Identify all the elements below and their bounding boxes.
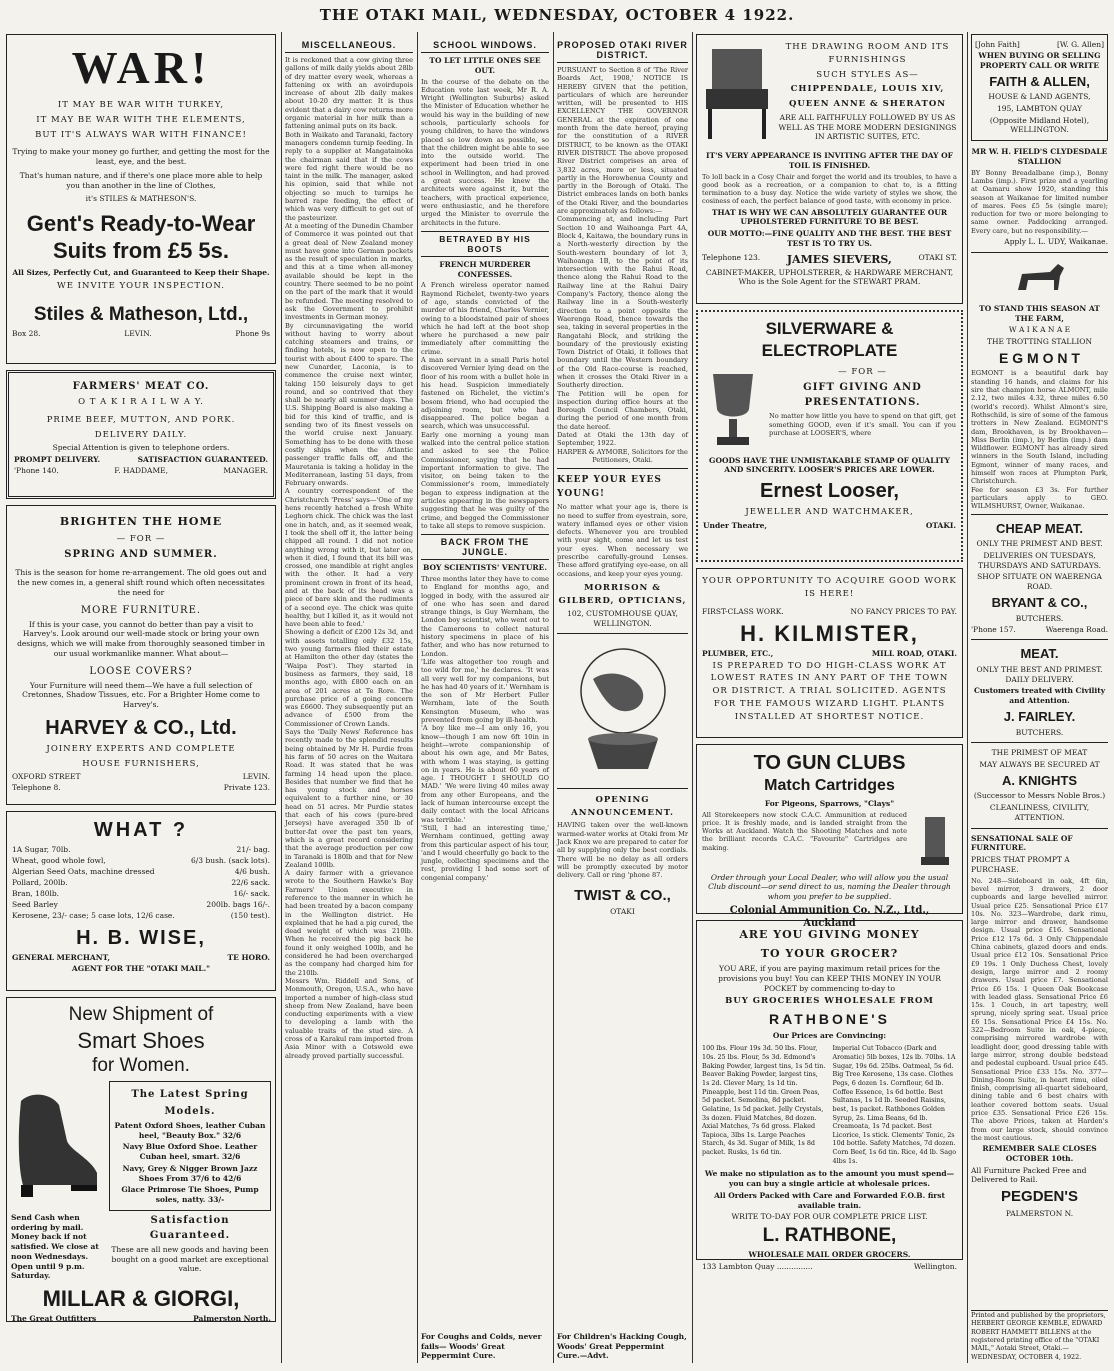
firm-name: FAITH & ALLEN,	[989, 73, 1090, 89]
telephone: Telephone 8.	[12, 783, 61, 793]
horse-name: E G M O N T	[999, 349, 1080, 366]
ad-line: OUR MOTTO:—FINE QUALITY AND THE BEST. THE BEST TEST IS TO TRY US.	[707, 229, 952, 248]
ad-line: BUTCHERS.	[1015, 727, 1064, 737]
ad-line: Special Attention is given to telephone orders.	[52, 443, 230, 453]
section-subtitle: BOY SCIENTISTS' VENTURE.	[423, 563, 547, 573]
war-line: BUT IT'S ALWAYS WAR WITH FINANCE!	[35, 129, 247, 140]
private-phone: Private 123.	[223, 783, 270, 793]
ad-row	[971, 625, 1108, 634]
pegden-ad	[971, 829, 1108, 1224]
cartridge-icon	[913, 811, 957, 871]
phone: Phone 9s	[235, 328, 270, 338]
ad-row	[702, 1262, 957, 1271]
firm-name: RATHBONE'S	[769, 1011, 890, 1027]
ad-title: SENSATIONAL SALE OF FURNITURE.	[971, 833, 1073, 853]
section-title: BACK FROM THE JUNGLE.	[421, 534, 549, 560]
column-6	[971, 34, 1108, 1363]
ad-body: No matter how little you have to spend on that gift, get something GOOD, even if it's small. You can if you purchase at LOOSER'S, where	[769, 412, 956, 438]
shoes-footer	[11, 1211, 271, 1283]
price-list	[12, 845, 270, 920]
article-paragraph: A dairy farmer with a grievance wrote to the Southern Hawke's Bay Farmers' Union executive in reference to the manner in which he had been treated by a bacon company in the Wellington district. He explained that he had a pig cured, the dead weight of which was 210lb. When he received the pig back he found it only weighed 100lb, and he considered he had been overcharged as the company had charged him for the 210lb.	[285, 869, 413, 977]
ad-line: GOODS HAVE THE UNMISTAKABLE STAMP OF QUALITY AND SINCERITY. LOOSER'S PRICES ARE LOWER.	[709, 455, 950, 475]
price-columns	[702, 1042, 957, 1167]
shoe-item: Navy, Grey & Nigger Brown Jazz Shoes From 37/6 to 42/6	[122, 1163, 258, 1183]
ad-line: Customers treated with Civility and Attention.	[973, 686, 1106, 706]
price-value: 16/- sack.	[233, 889, 270, 898]
ad-line: THE TROTTING STALLION	[986, 337, 1093, 347]
telephone: Telephone 123.	[702, 252, 761, 262]
ad-row	[14, 455, 268, 464]
address: MILL ROAD, OTAKI.	[871, 648, 957, 658]
section-subtitle: TO LET LITTLE ONES SEE OUT.	[429, 56, 541, 75]
town: LEVIN.	[242, 772, 270, 782]
ad-heading: MORE FURNITURE.	[80, 604, 202, 616]
ad-row	[12, 783, 270, 792]
notice-dated: Dated at Otaki the 13th day of September, 1922.	[557, 431, 688, 448]
ad-line: We make no stipulation as to the amount you must spend—you can buy a single article at wholesale prices.	[704, 1169, 955, 1189]
firm-name: Stiles & Matheson, Ltd.,	[33, 303, 249, 325]
address: Waerenga Road.	[1045, 625, 1108, 635]
article-paragraph: In the course of the debate on the Education vote last week, Mr R. A. Wright (Wellington Suburbs) asked the Minister of Education whether he would his way in the building of new schools, particularly schools for young children, to have the windows placed so low down as possible, so that the children might be able to see into the outside world. The experiment had been tried in one school in Wellington, and had proved a great success. He knew the architects were against it, but the teachers, with practical experience, were enthusiastic, and he therefore urged the Minister to overrule the architects in the future.	[421, 77, 549, 227]
firm-address: 102, CUSTOMHOUSE QUAY, WELLINGTON.	[567, 609, 678, 629]
partner-name: [W. G. Allen]	[1057, 40, 1104, 49]
price-value: (150 test).	[230, 911, 270, 920]
ad-line: HOUSE & LAND AGENTS,	[988, 92, 1091, 102]
ad-line: THAT IS WHY WE CAN ABSOLUTELY GUARANTEE OUR UPHOLSTERED FURNITURE TO BE BEST.	[711, 207, 948, 227]
rathbone-ad	[696, 920, 963, 1271]
article-paragraph: Showing a deficit of £200 12s 3d, and with assets totalling only £32 15s, two young farmers filed their estate at Hamilton the other day (states the 'Waipa Post'). They started in business as farmers, they said, 18 months ago, with £800 each on an area of 201 acres at Te Rore. The purchase price of a going concern was £6600. They subsequently put an advance of £500 from the Commissioner of Crown Lands.	[285, 628, 413, 728]
ad-line: ONLY THE BEST AND PRIMEST. DAILY DELIVERY.	[976, 664, 1103, 684]
send-cash: Send Cash when ordering by mail. Money back if not satisfied. We close at noon Wednesdays. Open until 9 p.m. Saturday.	[11, 1212, 99, 1281]
price-row	[12, 889, 270, 898]
sievers-ad	[696, 34, 963, 304]
ad-title: FARMERS' MEAT CO.	[72, 381, 210, 392]
firm-name: PEGDEN'S	[1001, 1188, 1078, 1206]
town: TE HORO.	[227, 953, 270, 962]
article-paragraph: Three months later they have to come to England for months ago, and logged in body, with the assured air of one who has seen and dared strange things, is Guy Wernham, the London boy scientist, who went out to the Cameroons to collect natural history specimens in place of his father, and who has now returned to London.	[421, 575, 549, 658]
firm-name: L. RATHBONE,	[762, 1225, 897, 1247]
ad-line: MAY ALWAYS BE SECURED AT	[979, 760, 1100, 770]
agent-note: AGENT FOR THE "OTAKI MAIL."	[71, 964, 211, 973]
footer-note: For Coughs and Colds, never fails— Woods' Great Peppermint Cure.	[421, 1331, 542, 1361]
looser-body	[703, 364, 956, 454]
article-paragraph: Early one morning a young man walked into the central police station and asked to see the Police Commissioner, saying that he had important information to give. The visitor, on being taken to the Commissioner's room, immediately began to express indignation at the articles appearing in the newspapers suggesting that he was guilty of the crime, and begged the Commissioner to take all steps to remove suspicion.	[421, 430, 549, 530]
price-row	[12, 878, 270, 887]
ad-title: TO GUN CLUBS	[753, 752, 906, 774]
no-fancy: NO FANCY PRICES TO PAY.	[850, 606, 957, 616]
suits-headline: Gent's Ready-to-Wear	[26, 211, 256, 236]
firm-name: Ernest Looser,	[760, 480, 899, 503]
column-rule	[417, 32, 418, 1363]
ad-line: PRIME BEEF, MUTTON, AND PORK.	[46, 414, 236, 425]
ad-body: HAVING taken over the well-known warmed-water works at Otaki from Mr Jack Knox we are prepared to cater for all by supplying only the best cordials. There will be no delay as all orders will be promptly executed by motor delivery. Call or ring 'phone 87.	[557, 821, 688, 880]
ad-line: Apply L. L. UDY, Waikanae.	[1004, 237, 1108, 247]
bryant-ad	[971, 515, 1108, 641]
ad-line: All Orders Packed with Care and Forwarded F.O.B. first available train.	[714, 1190, 945, 1210]
article-paragraph: By circumnavigating the world without having to worry about catching steamers and trains, or finding hotels, is now open to the tourist with about £400 to spare. The new Cunarder, Laconia, is to commence the cruise next winter, taking 150 leisurely days to get round, and so contrived that they shall be nearly all summer days. The U.S. Shipping Board is also making a bid for this kind of traffic, and is sending two of its finest vessels on the world cruise next January. Something has to be done with these costly ships when the Atlantic passenger traffic falls off, and the Mauretania is taking a holiday in the Mediterranean, lasting 51 days, from February onwards.	[285, 321, 413, 488]
ad-body: All Storekeepers now stock C.A.C. Ammunition at reduced price. It is freshly made, and is landed straight from the Works at Auckland. Watch the Shooting Matches and note the brilliant records C.A.C. "Favourite" Cartridges are making.	[702, 810, 907, 852]
ad-title: ARE YOU GIVING MONEY	[739, 928, 920, 941]
notice-paragraph: PURSUANT to Section 8 of 'The River Boards Act, 1908,' NOTICE IS HEREBY GIVEN that the petition, particulars of which are hereunder written, will be presented to HIS EXCELLENCY THE GOVERNOR GENERAL at the expiration of one month from the date hereof, praying for the constitution of a RIVER DISTRICT, to be known as the OTAKI RIVER DISTRICT. The above proposed River District comprises an area of 3,832 acres, more or less, situated partly in the Horowhenua County and partly in the Borough of Otaki. The District embraces lands on both banks of the Otaki River, and the boundaries are approximately as follows:—	[557, 66, 688, 216]
ad-line: ARE ALL FAITHFULLY FOLLOWED BY US AS WELL AS THE MORE MODERN DESIGNINGS IN ARTISTIC SUITES, ETC.	[778, 112, 957, 142]
ad-body: No. 248—Sideboard in oak, 4ft 6in, bevel mirror, 3 drawers, 2 door cupboards and large bevelled mirror. Usual price £25. Sensational Price £17 10s. No. 323—Wardrobe, dark rimu, large mirror and drawer, handsome design. Usual price £16. Sensational Price £12 17s 6d. 3 Only Chippendale China cabinets, glazed doors and ends. Usual price £12 10s. Sensational Price £9 19s. 1 Only Duchess Chest, lovely design, large mirror and 2 roomy drawers. Usual price £7. Sensational Price £6 15s. 1 Queen Oak Bookcase with leaded glass. Sensational Price £6 15s. 1 Couch, in art tapestry, well sprung, nicely spring seat. Usual price £6 15s. Sensational Price £4 15s. No. 322—Bedroom Suite in oak, 4-piece, comprising mirrored wardrobe with leadlight door, good dressing table with large mirror, strong double bedstead and pedestal cupboard. Usual price £45. Sensational Price £33 15s. No. 377—Dining-Room Suite, in heart rimu, oiled finish, comprising all-quartet sideboard, dining table and 6 best chairs with leather covered bottom seats. Usual price £35. Sensational Price £26 15s. The above Prices, taken at Harden's from our large stock, should convince the most cautious.	[971, 876, 1108, 1142]
war-body: That's human nature, and if there's one place more able to help you than another in the line of Clothes,	[19, 170, 263, 190]
faith-allen-ad	[971, 34, 1108, 141]
price-row	[12, 867, 270, 876]
price-item: Wheat, good whole fowl,	[12, 856, 106, 865]
models-title: Models.	[164, 1105, 216, 1117]
armchair-icon	[702, 39, 772, 149]
war-body: it's STILES & MATHESON'S.	[85, 194, 197, 204]
town: PALMERSTON N.	[1005, 1208, 1074, 1218]
price-item: Pollard, 200lb.	[12, 878, 68, 887]
firm-name: Colonial Ammunition Co. N.Z., Ltd., Auckland	[729, 904, 930, 929]
ad-line: Our Prices are Convincing:	[772, 1030, 887, 1040]
clydesdale-ad	[971, 147, 1108, 253]
price-value: 22/6 sack.	[231, 878, 270, 887]
ad-row	[702, 253, 957, 266]
optician-ad	[557, 468, 688, 629]
price-item: Seed Barley	[12, 900, 58, 909]
ad-body: No matter what your age is, there is no need to suffer from eyestrain, sore, watery inflamed eyes or other vision defects. Whenever you are troubled with your sight, come and let us test your eyes. When necessary we prescribe carefully-ground Lenses. These afford gratifying eye-ease, on all occasions, and keep your eyes young.	[557, 503, 688, 578]
manager: MANAGER.	[223, 466, 268, 475]
ad-line: JEWELLER AND WATCHMAKER,	[745, 507, 914, 518]
sievers-text	[778, 39, 957, 144]
street: OXFORD STREET	[12, 772, 81, 782]
article-paragraph: At a meeting of the Dunedin Chamber of Commerce it was pointed out that a great deal of New Zealand money must have gone into German pockets as the result of speculation in marks, and this at a time when all-money available should be kept in the country. There seemed to be no point on the part of the mark that it would be refunded. The meeting resolved to ask the Government to prohibit investments in German money.	[285, 221, 413, 322]
price-row	[12, 845, 270, 854]
ad-title: ELECTROPLATE	[761, 340, 898, 360]
price-value: 6/3 bush. (sack lots).	[191, 856, 270, 865]
price-row	[12, 911, 270, 920]
ad-line: Order through your Local Dealer, who will allow you the usual Club discount—or send direct to us, naming the Dealer through whom you prefer to be supplied.	[708, 872, 951, 902]
ad-row	[11, 1314, 271, 1323]
ad-line: IT'S VERY APPEARANCE IS INVITING AFTER THE DAY OF TOIL IS FINISHED.	[706, 151, 953, 170]
ad-title: YOUR OPPORTUNITY TO ACQUIRE GOOD WORK IS HERE!	[702, 576, 957, 599]
article-paragraph: A French wireless operator named Raymond Richelet, twenty-two years of age, stands convicted of the murder of his friend, Charles Vernier, owing to a bloodstained pair of shoes which he had left at the boot shop where he purchased a new pair immediately after committing the crime.	[421, 281, 549, 356]
column-3	[421, 34, 549, 1363]
price-list-right: Imperial Cut Tobacco (Dark and Aromatic) 5lb boxes, 12s lb. 70lbs. 1A Sugar, 19s 6d. 25lbs. Oatmeal, 5s 6d. Big Tree Kerosene, 13s case. Clothes Pegs, 6 dozen 1s. Cornflour, 6d lb. Coffee Essence, 1s 6d bottle. Best Sultanas, 1s 1d lb. Seeded Raisins, best, 1s packet. Rathbones Golden Syrup, 2s. Lima Beans, 6d lb. Creamoata, 1s 7d packet. Best Licorice, 1s stick. Clements' Tonic, 2s 10d bottle. Safety Matches, 7d dozen. Corn Beef, 1s 6d tin. Rice, 4d lb. Sago 4lbs 1s.	[832, 1044, 957, 1165]
war-title: WAR!	[71, 42, 211, 93]
ad-line: W A I K A N A E	[1008, 325, 1071, 335]
ad-title: SILVERWARE &	[765, 319, 894, 338]
gun-clubs-ad	[696, 744, 963, 929]
town: LEVIN.	[124, 328, 152, 338]
ad-row	[12, 772, 270, 781]
gun-body	[702, 811, 957, 871]
looser-text	[769, 364, 956, 438]
price-item: Bran, 180lb.	[12, 889, 60, 898]
ad-body: Fee for season £3 3s. For further particulars apply to GEO. WILMSHURST, Owner, Waikanae.	[971, 485, 1108, 511]
column-rule	[281, 32, 282, 1363]
section-title: PROPOSED OTAKI RIVER DISTRICT.	[557, 38, 688, 63]
article-paragraph: A man servant in a small Paris hotel discovered Vernier lying dead on the floor of his room with a bullet hole in his head. Suspicion immediately fastened on Richelet, the victim's bosom friend, who had occupied the adjoining room, but who had disappeared. The police began a search, which was unsuccessful.	[421, 356, 549, 431]
first-class: FIRST-CLASS WORK.	[702, 606, 784, 616]
section-title: SCHOOL WINDOWS.	[421, 38, 549, 53]
trade: PLUMBER, ETC.,	[702, 648, 774, 658]
ad-row	[14, 466, 268, 475]
satisfaction: Satisfaction Guaranteed.	[149, 1214, 231, 1241]
prompt-delivery: PROMPT DELIVERY.	[14, 455, 101, 464]
street: OTAKI ST.	[918, 252, 957, 262]
ad-title: WHAT ?	[93, 819, 189, 841]
masthead: THE OTAKI MAIL, WEDNESDAY, OCTOBER 4 1922.	[319, 6, 795, 24]
illustration-box	[557, 633, 688, 784]
ad-line: WHEN BUYING OR SELLING PROPERTY CALL OR WRITE	[978, 51, 1101, 70]
arrive-note: These are all new goods and having been bought on a good market are exceptional value.	[111, 1244, 269, 1274]
article-paragraph: A country correspondent of the Christchurch 'Press' says—'One of my hens recently hatched a fresh White Leghorn chick. The chick was the last one in hatch, and, as it seemed weak, I took the shell off it, the latter being chipped all round. I did not notice anything wrong with it, but later on, when it died, I found that its bill was crossed, one mandible at right angles with the other. It had a very prominent crown in front of its head, and at the back of its head was a piece of bare skin and the rudiments of a second eye. The chick was quite healthy, but I killed it, as it would not have been able to feed.'	[285, 487, 413, 629]
article-paragraph: Both in Waikato and Taranaki, factory managers condemn turnip feeding. In reply to a supplier at Mangatainoka the chairman said that if the cows were fed right there would be no taint in the milk. The manager, asked his opinion, said that while not objecting so much to turnips he barred rape feeding, the effect of which was very difficult to get out of the pasteurizer.	[285, 130, 413, 222]
location: Under Theatre,	[703, 520, 768, 530]
column-rule	[692, 32, 693, 1363]
what-ad	[6, 811, 276, 991]
ad-line: QUEEN ANNE & SHERATON	[788, 99, 947, 109]
ad-title: MEAT.	[1020, 646, 1059, 662]
ad-line: WRITE TO-DAY FOR OUR COMPLETE PRICE LIST.	[731, 1212, 928, 1222]
price-value: 200lb. bags 16/-.	[206, 900, 270, 909]
ad-line: DELIVERY DAILY.	[94, 429, 188, 440]
twist-ad	[557, 788, 688, 917]
ad-line: For Pigeons, Sparrows, "Clays"	[764, 798, 895, 808]
ad-row	[12, 953, 270, 962]
column-2	[285, 34, 413, 1363]
farmers-meat-ad	[6, 370, 276, 499]
price-row	[12, 900, 270, 909]
ad-line: BUY GROCERIES WHOLESALE FROM	[725, 996, 934, 1007]
satisfaction: SATISFACTION GUARANTEED.	[137, 455, 268, 464]
solicitors: HARPER & AYMORE, Solicitors for the Petitioners, Otaki.	[557, 447, 688, 464]
ad-line: GIFT GIVING AND PRESENTATIONS.	[803, 382, 922, 409]
ad-title: OPENING ANNOUNCEMENT.	[571, 794, 674, 818]
war-ad	[6, 34, 276, 364]
horse-icon	[1010, 260, 1070, 300]
ad-line: JOINERY EXPERTS AND COMPLETE	[46, 743, 236, 754]
ad-body: To loll back in a Cosy Chair and forget the world and its troubles, to have a good book as a recreation, or a companion to chat to, is a fitting termination to a busy day. Notice the wide variety of styles we show, the cosiness of each, the perfect balance of good taste, with economy in price.	[702, 172, 957, 206]
ad-line: HOUSE FURNISHERS,	[82, 758, 200, 769]
globe-illustration-icon	[568, 639, 678, 779]
ad-subtitle: O T A K I R A I L W A Y.	[78, 397, 204, 407]
models-title: The Latest Spring	[131, 1088, 249, 1100]
outfitters: The Great Outfitters	[11, 1314, 97, 1324]
price-item: Kerosene, 23/- case; 5 case lots, 12/6 case.	[12, 911, 175, 920]
price-item: Algerian Seed Oats, machine dressed	[12, 867, 155, 876]
ad-line: DELIVERIES ON TUESDAYS, THURSDAYS AND SATURDAYS.	[977, 550, 1102, 570]
firm-address	[12, 329, 270, 338]
footer-note: For Children's Hacking Cough, Woods' Great Peppermint Cure.—Advt.	[557, 1331, 687, 1361]
firm-name: H. KILMISTER,	[740, 620, 919, 646]
kilmister-ad	[696, 568, 963, 738]
war-body: Trying to make your money go further, and getting the most for the least, eye, and the best.	[12, 147, 270, 166]
looser-ad	[696, 310, 963, 562]
ad-title: for Women.	[92, 1055, 190, 1077]
notice-paragraph: Commencing at, and including Part Section 10 and Waihoanga Part 4A, Block 4, Kaitawa, the boundary runs in a North-westerly direction by the South-western boundary of lot 3, Waihoanga 1B, to the point of its intersection with the Rahui Road, thence along the Rahui Road to the Railway line at the Rahui Dairy Company's Factory, thence along the Railway line in a South-westerly direction to a point opposite the Waerenga Road, thence towards the sea, taking in several properties in the Rangatahi Block, and striking the boundary of the previously existing Town District of Otaki, it follows that boundary until the Western boundary of the Old Race-course is reached, when it crosses the Otaki River in a Southerly direction.	[557, 215, 688, 390]
price-item: 1A Sugar, 70lb.	[12, 845, 71, 854]
town: Palmerston North.	[193, 1314, 271, 1324]
box-number: Box 28.	[12, 328, 41, 338]
ad-title: CHEAP MEAT.	[996, 520, 1083, 536]
shoes-ad	[6, 997, 276, 1322]
article-paragraph: 'Life was altogether too rough and too wild for me,' he declares. 'It was all very well for my companions, but he has had 40 years of it.' Wernham is the son of Mr Herbert Fuller Wernham, late of the South Kensington Museum, who was prevented from going by ill-health.	[421, 657, 549, 725]
section-subtitle: FRENCH MURDERER CONFESSES.	[439, 259, 531, 279]
ad-body: This is the season for home re-arrangement. The old goes out and the new comes in, a general shift round which often necessitates the need for	[15, 568, 267, 597]
price-value: 4/6 bush.	[234, 867, 270, 876]
satisfaction-box	[109, 1211, 271, 1276]
firm-name: BRYANT & CO.,	[991, 594, 1088, 610]
ad-body: BY Bonny Breadalbane (imp.), Bonny Lambs (imp.). First prize and a yearling at Oamaru show 1920, standing this season at Waikanae for limited number of mares. Fees £5 5s (single mare); reduction for two or more belonging to same owner. Paddocking arranged. Every care, but no responsibility.—	[971, 168, 1108, 235]
ad-line: (Successor to Messrs Noble Bros.)	[973, 791, 1106, 801]
ad-row	[975, 40, 1104, 49]
sievers-top	[702, 39, 957, 149]
column-rule	[967, 32, 968, 1363]
phone: 'Phone 140.	[14, 466, 59, 475]
partner-name: [John Faith]	[975, 40, 1020, 49]
ad-line: 195, LAMBTON QUAY	[996, 103, 1083, 113]
phone: 'Phone 157.	[971, 625, 1016, 635]
suits-headline: Suits from £5 5s.	[52, 238, 230, 264]
ad-line: All Furniture Packed Free and Delivered to Rail.	[971, 1165, 1087, 1185]
ad-row	[702, 607, 957, 616]
ad-row	[703, 521, 956, 530]
column-4	[557, 34, 688, 1363]
suits-sizes: All Sizes, Perfectly Cut, and Guaranteed to Keep their Shape.	[12, 268, 270, 278]
town: OTAKI.	[925, 520, 956, 530]
shoe-icon	[11, 1081, 103, 1201]
ad-title: TO YOUR GROCER?	[760, 946, 899, 960]
article-paragraph: 'A boy like me—I am only 16, you know—though I am now 6ft 10in in height—wrote companionship of about his own age, and Mr Bates, with whom I was staying, is getting on in years. He is about 60 years of age. I THOUGHT I SHOULD GO MAD.' 'We were living 40 miles away from any other Europeans, and the lack of human intercourse except the daily contact with the local Africans was terrible.'	[421, 724, 549, 824]
ad-row	[702, 649, 957, 658]
models-box	[109, 1081, 271, 1211]
ad-body: IS PREPARED TO DO HIGH-CLASS WORK AT LOWEST RATES IN ANY PART OF THE TOWN OR DISTRICT. A TRIAL SOLICITED. AGENTS FOR THE FAMOUS WIZARD LIGHT. PLANTS INSTALLED AT SHORTEST NOTICE.	[710, 660, 949, 722]
ad-title: MR W. H. FIELD'S CLYDESDALE STALLION	[971, 147, 1108, 166]
article-paragraph: It is reckoned that a cow giving three gallons of milk daily yields about 28lb of dry matter every week, whereas a fattening ox with an avoirdupois increase of about 2lb daily makes about 10-20 dry matter. It is thus evident that a dairy cow returns more organic material in her milk than a fattening animal puts on its back.	[285, 56, 413, 131]
fairley-ad	[971, 640, 1108, 743]
firm-name: JAMES SIEVERS,	[786, 252, 892, 266]
firm-name: MILLAR & GIORGI,	[42, 1286, 240, 1312]
ad-body: If this is your case, you cannot do better than pay a visit to Harvey's. Look around our well-made stock or bring your own designs, which we will make from thoroughly seasoned timber in our usual workmanlike manner. What about—	[17, 619, 265, 658]
price-list-left: 100 lbs. Flour 19s 3d. 50 lbs. Flour, 10s. 25 lbs. Flour, 5s 3d. Edmond's Baking Powder, largest tins, 1s 5d tin. Beaver Baking Powder, largest tins, 1s 2d. Clever Mary, 1s 1d tin. Pineapple, best 11d tin. Green Peas, 5d packet. Semolina, 8d packet. Gelatine, 1s 5d packet. Jelly Crystals, 3s dozen. Fluid Matches, 8d dozen. Axial Matches, 7s 6d gross. Flaked Tapioca, 3lbs 1s. Large Peaches Starch, 4s 3d. Sugar of Milk, 1s 8d packet. Rusks, 1s 6d tin.	[702, 1044, 826, 1157]
ad-title: New Shipment of	[68, 1004, 214, 1025]
column-5	[696, 34, 963, 1363]
ad-line: PRICES THAT PROMPT A PURCHASE.	[971, 855, 1070, 874]
shoe-item: Glace Primrose Tie Shoes, Pump soles, natty. 33/-	[121, 1185, 259, 1205]
ad-body: Your Furniture will need them—We have a full selection of Cretonnes, Shadow Tissues, etc. For a Brighter Home come to Harvey's.	[22, 680, 260, 709]
ad-heading: LOOSE COVERS?	[89, 665, 193, 677]
manager-name: F. HADDAME,	[114, 466, 168, 475]
ad-body: EGMONT is a beautiful dark bay standing 16 hands, and claims for his sire that champion horse ALMONT, mile 2.12, two miles 4.32, three miles 6.50 (world's record). Whilst Almont's sire, Rothschild, is sire of some of the famous trotters in New Zealand. EGMONT'S dam, Brookhaven, is by Brookhaven—Miss Berlin (imp.), by Berlin (imp.) dam Wildflower. EGMONT has already sired winners in the South Island, including Egmont, winner of many races, and himself won races at Plumpton Park, Christchurch.	[971, 369, 1108, 486]
ad-line: WHOLESALE MAIL ORDER GROCERS.	[748, 1250, 911, 1260]
harvey-ad	[6, 505, 276, 805]
general-merchant: GENERAL MERCHANT,	[12, 953, 110, 962]
column-1	[6, 34, 276, 1363]
ad-subtitle: Match Cartridges	[764, 777, 895, 794]
firm-name: J. FAIRLEY.	[1003, 708, 1076, 724]
column-rule	[553, 32, 554, 1363]
ad-line: SHOP SITUATE ON WAERENGA ROAD.	[977, 572, 1102, 592]
town: OTAKI	[610, 907, 635, 917]
ad-title: THE DRAWING ROOM AND ITS FURNISHINGS	[785, 42, 950, 65]
invite: WE INVITE YOUR INSPECTION.	[57, 280, 225, 291]
ad-line: TO STAND THIS SEASON AT THE FARM,	[979, 303, 1100, 323]
ad-title: Smart Shoes	[77, 1027, 205, 1053]
address: 133 Lambton Quay ...............	[702, 1261, 813, 1271]
shoes-body	[11, 1081, 271, 1211]
knights-ad	[971, 743, 1108, 828]
egmont-ad	[971, 253, 1108, 515]
ad-line: THE PRIMEST OF MEAT	[991, 748, 1088, 758]
town: Wellington.	[913, 1261, 957, 1271]
firm-name: TWIST & CO.,	[574, 886, 671, 904]
shoe-item: Patent Oxford Shoes, leather Cuban heel, "Beauty Box." 32/6	[114, 1120, 266, 1140]
war-line: IT MAY BE WAR WITH TURKEY,	[57, 100, 225, 110]
ad-line: CABINET-MAKER, UPHOLSTERER, & HARDWARE MERCHANT, Who is the Sole Agent for the STEWART PRAM.	[705, 267, 954, 287]
notice-paragraph: The Petition will be open for inspection during office hours at the Borough Council Chambers, Otaki, during the period of one month from the date hereof.	[557, 389, 688, 431]
ad-season: SPRING AND SUMMER.	[64, 549, 218, 561]
article-paragraph: Messrs Wm. Riddell and Sons, of Monmouth, Oregon, U.S.A., who have imported a number of high-class stud sheep from New Zealand, have been conducting experiments with a view to developing a lamb with the valuable traits of the stud sire. A cross of a Karakul ram imported from Asia Minor with a Cotswold ewe already proved partially successful.	[285, 976, 413, 1060]
imprint: Printed and published by the proprietors, HERBERT GEORGE KEMBLE, EDWARD ROBERT HAMMETT BILLENS at the registered printing office of the "OTAKI MAIL," Aotaki Street, Otaki.— WEDNESDAY, OCTOBER 4, 1922.	[971, 1310, 1108, 1361]
firm-name: A. KNIGHTS	[1001, 772, 1078, 788]
ad-line: ONLY THE PRIMEST AND BEST.	[976, 539, 1103, 549]
price-value: 21/- bag.	[236, 845, 270, 854]
shoe-item: Navy Blue Oxford Shoe. Leather Cuban heel, smart. 32/6	[122, 1142, 258, 1162]
trophy-cup-icon	[703, 364, 763, 454]
firm-name: HARVEY & CO., Ltd.	[45, 716, 237, 739]
ad-line: BUTCHERS.	[1015, 613, 1064, 623]
war-line: IT MAY BE WAR WITH THE ELEMENTS,	[36, 114, 246, 125]
firm-name: MORRISON & GILBERD, OPTICIANS,	[558, 582, 687, 606]
ad-for: — FOR —	[838, 366, 887, 377]
price-row	[12, 856, 270, 865]
article-paragraph: 'Still, I had an interesting time,' Wernham continued, getting away from this particular aspect of his tour, 'and I would cheerfully go back to the jungle, collecting specimens and the rest, providing I had some sort of congenial company.'	[421, 823, 549, 882]
ad-line: REMEMBER SALE CLOSES OCTOBER 10th.	[982, 1144, 1097, 1163]
section-title: MISCELLANEOUS.	[285, 38, 413, 53]
ad-line: YOU ARE, if you are paying maximum retail prices for the provisions you buy! You can KEEP THIS MONEY IN YOUR POCKET by commencing to-day to	[718, 964, 941, 993]
article-paragraph: Says the 'Daily News' Reference has recently made to the splendid results being obtained by Mr H. Purdie from his farm of 50 acres on the Waitara Road. It was stated that he was farming 14 head upon the place. Besides that number we find that he has young stock and horses equivalent to a further nine, or 30 head on 51 acres. Mr Purdie states that each of his cows (pure-bred Jerseys) have averaged 350 lb of butter-fat over the past ten years, which is a great record considering that the average production per cow in Taranaki is 180lb and that for New Zealand 100lb.	[285, 728, 413, 869]
firm-name: H. B. WISE,	[76, 927, 206, 949]
ad-line: SUCH STYLES AS—	[816, 69, 919, 80]
ad-line: (Opposite Midland Hotel), WELLINGTON.	[989, 115, 1090, 135]
ad-for: — FOR —	[116, 533, 166, 544]
ad-line: CHIPPENDALE, LOUIS XIV,	[790, 84, 945, 95]
section-title: BETRAYED BY HIS BOOTS	[421, 231, 549, 257]
ad-title: BRIGHTEN THE HOME	[59, 515, 223, 528]
ad-title: KEEP YOUR EYES YOUNG!	[557, 475, 662, 499]
ad-line: CLEANLINESS, CIVILITY, ATTENTION.	[989, 803, 1090, 822]
